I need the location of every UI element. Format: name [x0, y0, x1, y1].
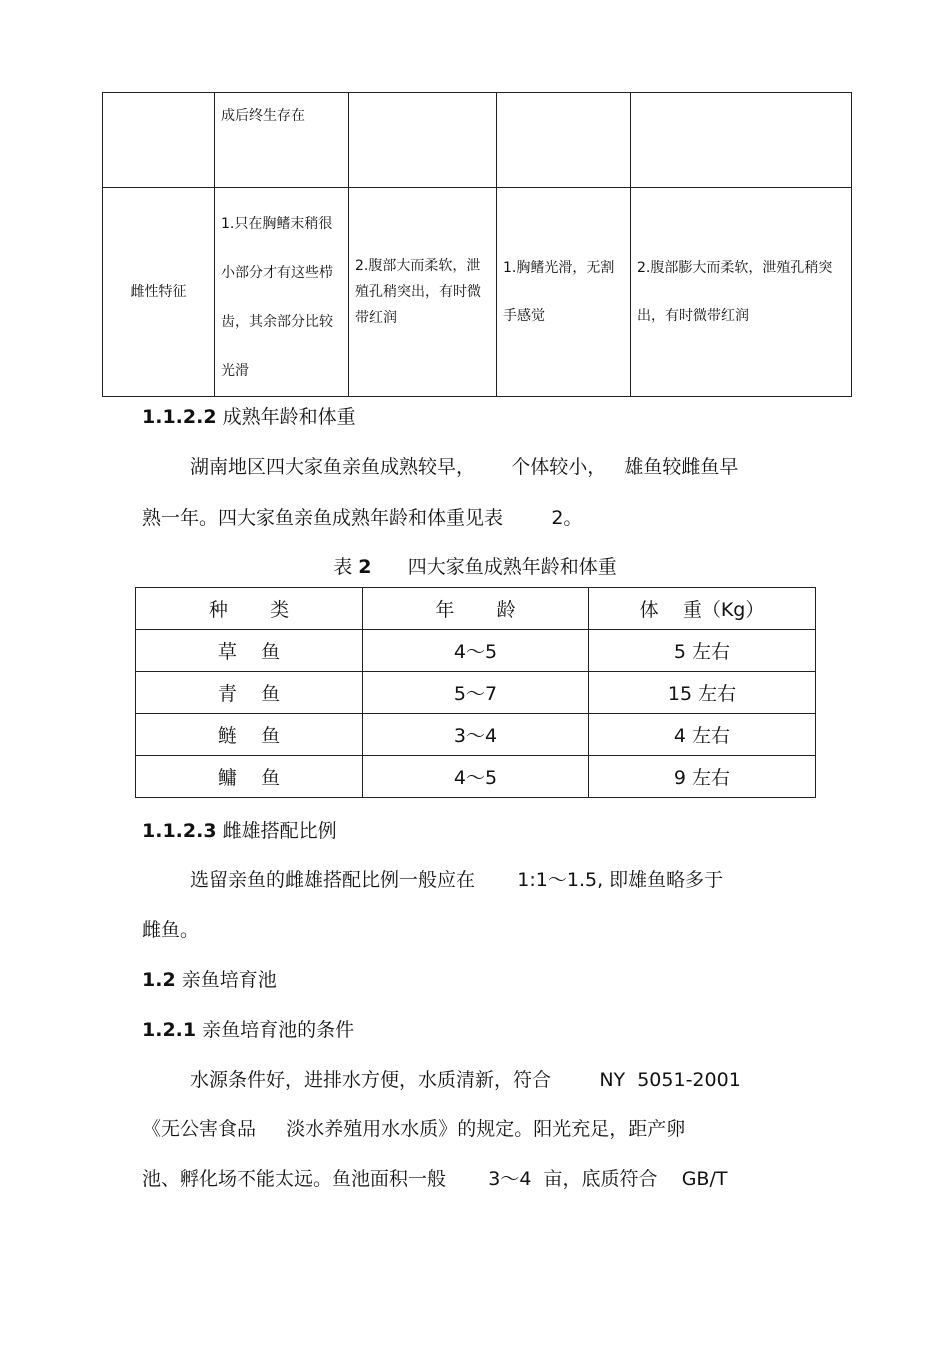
- table-cell: 鳙 鱼: [136, 756, 363, 798]
- section-number: 1.2: [142, 969, 176, 991]
- section-heading-121: [142, 1015, 354, 1042]
- table-cell: 青 鱼: [136, 672, 363, 714]
- section-number: 1.2.1: [142, 1019, 197, 1041]
- section-heading-1122: [142, 402, 356, 429]
- column-header: 年 龄: [363, 588, 589, 630]
- table-cell: [103, 93, 215, 188]
- section-title: 成熟年龄和体重: [216, 406, 356, 428]
- paragraph-line: 水源条件好，进排水方便，水质清新，符合 NY 5051-2001: [190, 1069, 741, 1091]
- table-cell: 9 左右: [589, 756, 816, 798]
- table-cell: 鲢 鱼: [136, 714, 363, 756]
- table-cell: 草 鱼: [136, 630, 363, 672]
- table-header-row: [136, 588, 816, 630]
- paragraph-line: 池、孵化场不能太远。鱼池面积一般 3～4 亩，底质符合 GB/T: [142, 1168, 728, 1190]
- table-row: [136, 756, 816, 798]
- paragraph-line: 雌鱼。: [142, 919, 200, 941]
- table-cell: [349, 93, 497, 188]
- table-cell: 1.只在胸鳍末稍很小部分才有这些栉齿，其余部分比较光滑: [215, 188, 349, 397]
- column-header: 种 类: [136, 588, 363, 630]
- table-cell: [631, 93, 852, 188]
- table-cell: 4 左右: [589, 714, 816, 756]
- female-features-label: 雌性特征: [103, 188, 215, 397]
- section-number: 1.1.2.3: [142, 820, 217, 842]
- section-heading-12: [142, 965, 277, 992]
- maturity-table: [135, 587, 816, 798]
- table-row: [103, 93, 852, 188]
- caption-prefix: 表: [333, 556, 359, 578]
- paragraph-line: 《无公害食品 淡水养殖用水水质》的规定。阳光充足，距产卵: [142, 1118, 686, 1140]
- table-row: [136, 672, 816, 714]
- table-cell: 1.胸鳍光滑，无割手感觉: [497, 188, 631, 397]
- caption-number: 2: [358, 556, 372, 578]
- table-caption: [0, 552, 950, 579]
- table-cell: [497, 93, 631, 188]
- section-title: 亲鱼培育池的条件: [196, 1019, 355, 1041]
- caption-title: 四大家鱼成熟年龄和体重: [371, 556, 617, 578]
- table-row: [103, 188, 852, 397]
- paragraph-line: 熟一年。四大家鱼亲鱼成熟年龄和体重见表 2。: [142, 507, 583, 529]
- paragraph-line: 湖南地区四大家鱼亲鱼成熟较早， 个体较小， 雄鱼较雌鱼早: [190, 456, 739, 478]
- table-cell: 2.腹部膨大而柔软，泄殖孔稍突出，有时微带红润: [631, 188, 852, 397]
- section-number: 1.1.2.2: [142, 406, 217, 428]
- section-title: 亲鱼培育池: [175, 969, 277, 991]
- column-header: 体 重（Kg）: [589, 588, 816, 630]
- table-row: [136, 630, 816, 672]
- table-cell: 4～5: [363, 756, 589, 798]
- table-cell: 5 左右: [589, 630, 816, 672]
- table-row: [136, 714, 816, 756]
- table-cell: 5～7: [363, 672, 589, 714]
- table-cell: 4～5: [363, 630, 589, 672]
- table-cell: 3～4: [363, 714, 589, 756]
- characteristics-table: [102, 92, 852, 397]
- section-heading-1123: [142, 816, 337, 843]
- table-cell: 成后终生存在: [215, 93, 349, 188]
- paragraph-line: 选留亲鱼的雌雄搭配比例一般应在 1:1～1.5, 即雄鱼略多于: [190, 869, 724, 891]
- section-title: 雌雄搭配比例: [216, 820, 337, 842]
- table-cell: 2.腹部大而柔软，泄殖孔稍突出，有时微带红润: [349, 188, 497, 397]
- table-cell: 15 左右: [589, 672, 816, 714]
